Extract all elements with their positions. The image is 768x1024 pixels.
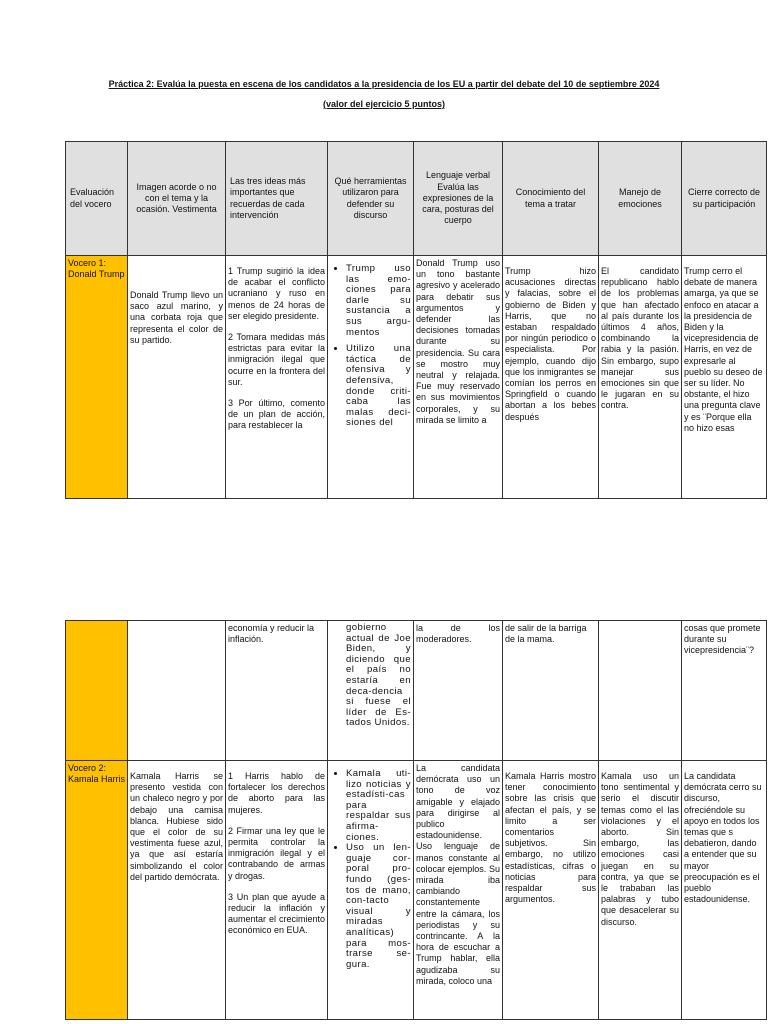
vocero2-idea: 1 Harris hablo de fortalecer los derechos de aborto para las mujeres.	[228, 771, 325, 815]
header-cell: Conocimiento del tema a tratar	[503, 142, 599, 256]
table-row-vocero2	[66, 761, 767, 1020]
vocero2-cierre: La candidata demócrata cerro su discurso, ofreciéndole su apoyo en todos los temas que s debatieron, dando a entender que su mayor preocupación es el pueblo estadounidense.	[682, 761, 767, 1020]
vocero1-label: Vocero 1: Donald Trump	[66, 256, 128, 499]
vocero1-lenguaje-cont: la de los moderadores.	[414, 621, 503, 761]
header-cell: Imagen acorde o no con el tema y la ocasión. Vestimenta	[128, 142, 226, 256]
header-cell: Manejo de emociones	[599, 142, 682, 256]
vocero2-ideas	[226, 761, 328, 1020]
vocero2-label: Vocero 2: Kamala Harris	[66, 761, 128, 1020]
table-row-vocero1-cont	[66, 621, 767, 761]
vocero2-conocimiento: Kamala Harris mostro tener conocimiento sobre las crisis que afectan el país, y se limito a ser comentarios subjetivos. Sin embargo, no utilizo estadísticas, cifras o noticias para respaldar sus argumentos.	[503, 761, 599, 1020]
vocero1-cierre: Trump cerro el debate de manera amarga, ya que se enfoco en atacar a la presidencia de Biden y la vicepresidencia de Harris, en vez de expresarle al pueblo su deseo de ser su líder. No obstante, el hizo una pregunta clave y es ¨Porque ella no hizo esas	[682, 256, 767, 499]
vocero2-imagen: Kamala Harris se presento vestida con un chaleco negro y por debajo una camisa blanca. Hubiese sido que el color de su vestimenta fuese azul, ya que así estaría simbolizando el color del partido demócrata.	[128, 761, 226, 1020]
page-title: Práctica 2: Evalúa la puesta en escena de los candidatos a la presidencia de los EU a partir del debate del 10 de septiembre 2024	[108, 79, 660, 89]
vocero2-herramientas	[328, 761, 414, 1020]
vocero2-idea: 2 Firmar una ley que le permita controlar la inmigración ilegal y el contrabando de armas y drogas.	[228, 825, 325, 881]
vocero1-herramientas	[328, 256, 414, 499]
vocero1-label-cont	[66, 621, 128, 761]
vocero1-conocimiento: Trump hizo acusaciones directas y falacias, sobre el gobierno de Biden y Harris, que no estaban respaldado por ningún periodico o especialista. Por ejemplo, cuando dijo que los inmigrantes se comían los perros en Springfield o cuando abortan a los bebes después	[503, 256, 599, 499]
vocero1-herramienta: • Trump uso las emo-ciones para darle su sustancia a sus argu-mentos	[346, 264, 411, 338]
vocero1-idea: 2 Tomara medidas más estrictas para evitar la inmigración ilegal que ocurre en la frontera del sur.	[228, 332, 325, 387]
evaluation-table-page2	[65, 620, 767, 1020]
page-subtitle: (valor del ejercicio 5 puntos)	[322, 99, 446, 109]
vocero1-idea: 3 Por último, comento de un plan de acción, para restablecer la	[228, 398, 325, 431]
vocero2-lenguaje: La candidata demócrata uso un tono de voz amigable y elajado para dirigirse al publico estadounidense. Uso lenguaje de manos constante al colocar ejemplos. Su mirada iba cambiando constantemente entre la cámara, los periodistas y su contrincante. A la hora de escuchar a Trump hablar, ella agudizaba su mirada, coloco una	[414, 761, 503, 1020]
vocero1-cierre-cont: cosas que promete durante su vicepresidencia¨?	[682, 621, 767, 761]
vocero1-idea: 1 Trump sugirió la idea de acabar el conflicto ucraniano y ruso en menos de 24 horas de ser elegido presidente.	[228, 266, 325, 321]
vocero1-conocimiento-cont: de salir de la barriga de la mama.	[503, 621, 599, 761]
vocero1-ideas-cont: economía y reducir la inflación.	[226, 621, 328, 761]
vocero2-idea: 3 Un plan que ayude a reducir la inflación y aumentar el crecimiento económico en EUA.	[228, 891, 325, 936]
vocero1-ideas	[226, 256, 328, 499]
vocero1-herramienta: • Utilizo una táctica de ofensiva y defensiva, donde criti-caba las malas deci-siones del	[346, 344, 411, 429]
vocero2-emociones: Kamala uso un tono sentimental y serio el discutir temas como el las violaciones y el aborto. Sin embargo, las emociones casi juegan en su contra, ya que se le trababan las palabras y tubo que desacelerar su discurso.	[599, 761, 682, 1020]
header-cell: Evaluación del vocero	[66, 142, 128, 256]
vocero1-emociones: El candidato republicano hablo de los problemas que han afectado al país durante los últimos 4 años, combinando la rabia y la pasión. Sin embargo, supo manejar sus emociones sin que le jugaran en su contra.	[599, 256, 682, 499]
header-row	[66, 142, 767, 256]
header-cell: Las tres ideas más importantes que recuerdas de cada intervención	[226, 142, 328, 256]
vocero1-lenguaje: Donald Trump uso un tono bastante agresivo y acelerado para debatir sus argumentos y defender las decisiones tomadas durante su presidencia. Su cara se mostro muy neutral y relajada. Fue muy reservado en sus movimientos corporales, y su mirada se limito a	[414, 256, 503, 499]
vocero2-herramienta: • Kamala uti-lizo noticias y estadísti-cas para respaldar sus afirma-ciones.	[346, 769, 411, 843]
header-cell: Qué herramientas utilizaron para defender su discurso	[328, 142, 414, 256]
header-cell: Cierre correcto de su participación	[682, 142, 767, 256]
header-cell: Lenguaje verbal Evalúa las expresiones de la cara, posturas del cuerpo	[414, 142, 503, 256]
vocero1-herramientas-cont: gobierno actual de Joe Biden, y diciendo que el país no estaría en deca-dencia si fuese el líder de Es-tados Unidos.	[328, 621, 414, 761]
evaluation-table-page1	[65, 141, 767, 499]
vocero2-herramienta: • Uso un len-guaje cor-poral pro-fundo (ges-tos de mano, con-tacto visual y miradas analíticas) para mos-trarse se-gura.	[346, 843, 411, 970]
vocero1-imagen: Donald Trump llevo un saco azul marino, y una corbata roja que representa el color de su partido.	[128, 256, 226, 499]
empty-cell	[128, 621, 226, 761]
empty-cell	[599, 621, 682, 761]
table-row-vocero1	[66, 256, 767, 499]
